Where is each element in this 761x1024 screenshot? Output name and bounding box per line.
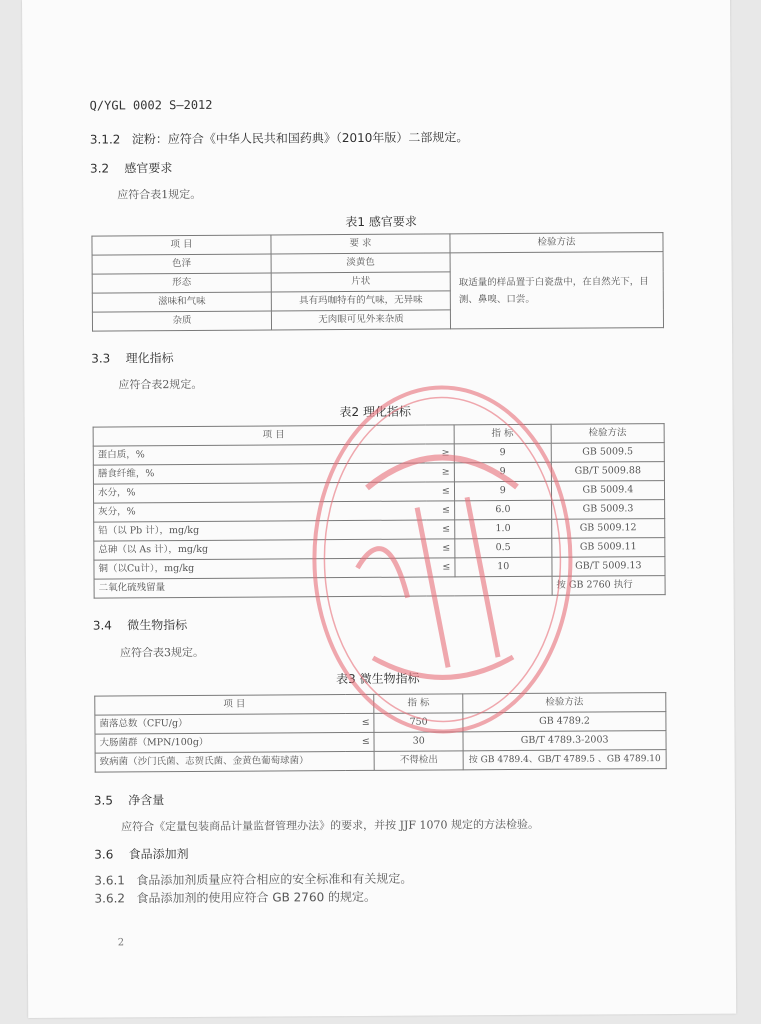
document-page xyxy=(22,0,736,1018)
table-header-cell: 检验方法 xyxy=(463,693,666,713)
table-cell: 色泽 xyxy=(92,254,271,274)
table-cell: GB/T 5009.13 xyxy=(552,557,665,577)
table-cell: 1.0 xyxy=(454,519,551,539)
table-row xyxy=(92,252,663,274)
table-cell: GB 5009.11 xyxy=(552,538,665,558)
clause-3-6-2 xyxy=(94,888,376,907)
table-cell: 总砷（以 As 计），mg/kg xyxy=(94,539,426,560)
table-header-cell: 指 标 xyxy=(374,694,463,714)
table-header-cell: 要 求 xyxy=(271,234,450,254)
section-3-2-para: 应符合表1规定。 xyxy=(117,187,202,202)
table-header-cell: 项 目 xyxy=(95,694,374,715)
table-cell: 无肉眼可见外来杂质 xyxy=(271,310,450,330)
table-cell: GB/T 5009.88 xyxy=(551,462,664,482)
clause-3-1-2 xyxy=(90,128,469,147)
section-number: 3.4 xyxy=(92,618,112,633)
table-cell: GB 5009.4 xyxy=(551,481,664,501)
table-cell-operator: ≥ xyxy=(426,463,455,482)
table-cell: 30 xyxy=(374,732,463,752)
clause-number: 3.6.2 xyxy=(94,891,126,906)
table-cell: 蛋白质，% xyxy=(93,444,425,465)
table-cell-operator: ≥ xyxy=(426,444,455,463)
table-cell: 淡黄色 xyxy=(271,253,450,273)
clause-text: 淀粉：应符合《中华人民共和国药典》（2010年版）二部规定。 xyxy=(131,130,469,147)
table-cell: GB/T 4789.3-2003 xyxy=(463,731,666,751)
clause-text: 食品添加剂质量应符合相应的安全标准和有关规定。 xyxy=(136,871,413,888)
table-header-cell: 检验方法 xyxy=(450,233,663,253)
section-number: 3.2 xyxy=(89,161,110,176)
table-cell: 6.0 xyxy=(454,500,551,520)
table3-microbial xyxy=(94,692,666,772)
table-cell-operator: ≤ xyxy=(426,558,455,577)
table-cell: 杂质 xyxy=(92,311,271,331)
table-cell: 形态 xyxy=(92,273,271,293)
section-number: 3.6 xyxy=(94,847,114,862)
table-cell: 大肠菌群（MPN/100g） xyxy=(95,733,346,754)
section-3-5-para: 应符合《定量包装商品计量监督管理办法》的要求，并按 JJF 1070 规定的方法检验。 xyxy=(121,817,540,834)
table-cell: 二氧化硫残留量 xyxy=(94,576,552,598)
table-cell: 铅（以 Pb 计），mg/kg xyxy=(94,520,426,541)
table-cell-operator: ≤ xyxy=(346,732,375,751)
table1-caption: 表1 感官要求 xyxy=(345,214,417,230)
section-3-4-para: 应符合表3规定。 xyxy=(119,645,205,660)
table-cell: 9 xyxy=(454,443,551,463)
section-3-3-heading xyxy=(91,349,173,367)
table-cell: 9 xyxy=(454,462,551,482)
table-cell: 菌落总数（CFU/g） xyxy=(95,714,346,735)
table-cell: 具有玛咖特有的气味，无异味 xyxy=(271,291,450,311)
table-cell: 按 GB 4789.4、GB/T 4789.5 、GB 4789.10 xyxy=(463,750,666,770)
table2-caption: 表2 理化指标 xyxy=(339,404,412,420)
clause-3-6-1 xyxy=(94,870,412,889)
table-cell: 0.5 xyxy=(455,538,552,558)
table2-physicochemical xyxy=(93,423,666,598)
section-title: 微生物指标 xyxy=(127,618,188,633)
page-number: 2 xyxy=(117,937,125,949)
table-cell: 9 xyxy=(454,481,551,501)
table-cell: 滋味和气味 xyxy=(92,292,271,312)
table-cell-operator xyxy=(346,751,375,770)
table-cell: 铜（以Cu计），mg/kg xyxy=(94,558,426,579)
table-row xyxy=(94,576,665,598)
table1-sensory xyxy=(91,232,664,331)
table-cell: 按 GB 2760 执行 xyxy=(552,576,665,596)
table-header-cell: 项 目 xyxy=(93,425,454,446)
clause-text: 食品添加剂的使用应符合 GB 2760 的规定。 xyxy=(136,889,377,906)
section-number: 3.5 xyxy=(93,793,114,808)
clause-number: 3.6.1 xyxy=(94,873,125,888)
table-header-cell: 项 目 xyxy=(92,235,271,255)
section-title: 感官要求 xyxy=(124,161,173,176)
table-cell: 750 xyxy=(374,713,463,733)
clause-number: 3.1.2 xyxy=(89,132,121,147)
table-cell: GB 4789.2 xyxy=(463,712,666,732)
table1-method-cell: 取适量的样品置于白瓷盘中，在自然光下，目测、鼻嗅、口尝。 xyxy=(450,252,663,329)
table-cell: GB 5009.5 xyxy=(551,443,664,463)
table-cell-operator: ≤ xyxy=(346,713,375,732)
table-cell: GB 5009.3 xyxy=(551,500,664,520)
section-3-6-heading xyxy=(94,845,188,863)
section-3-3-para: 应符合表2规定。 xyxy=(118,377,203,392)
section-title: 净含量 xyxy=(128,793,165,808)
table-cell-operator: ≤ xyxy=(426,520,455,539)
section-3-5-heading xyxy=(94,791,164,808)
table-cell: 10 xyxy=(455,557,552,577)
table-cell: 灰分，% xyxy=(94,501,426,522)
section-3-2-heading xyxy=(90,159,172,177)
section-title: 食品添加剂 xyxy=(128,846,189,862)
table3-caption: 表3 微生物指标 xyxy=(336,671,420,687)
table-cell: 不得检出 xyxy=(374,751,463,771)
table-cell: 致病菌（沙门氏菌、志贺氏菌、金黄色葡萄球菌） xyxy=(95,752,346,773)
table-cell-operator: ≤ xyxy=(426,482,455,501)
table-cell-operator: ≤ xyxy=(426,539,455,558)
table-row xyxy=(95,750,666,772)
table-header-cell: 指 标 xyxy=(454,424,551,444)
table-cell: GB 5009.12 xyxy=(551,519,664,539)
table-cell-operator: ≤ xyxy=(426,501,455,520)
table-header-cell: 检验方法 xyxy=(551,424,664,444)
section-number: 3.3 xyxy=(91,351,111,366)
section-title: 理化指标 xyxy=(125,351,174,366)
section-3-4-heading xyxy=(93,616,187,634)
standard-code-header: Q/YGL 0002 S—2012 xyxy=(89,97,213,113)
table-cell: 水分，% xyxy=(93,482,425,503)
table-cell: 膳食纤维，% xyxy=(93,463,425,484)
table-cell: 片状 xyxy=(271,272,450,292)
